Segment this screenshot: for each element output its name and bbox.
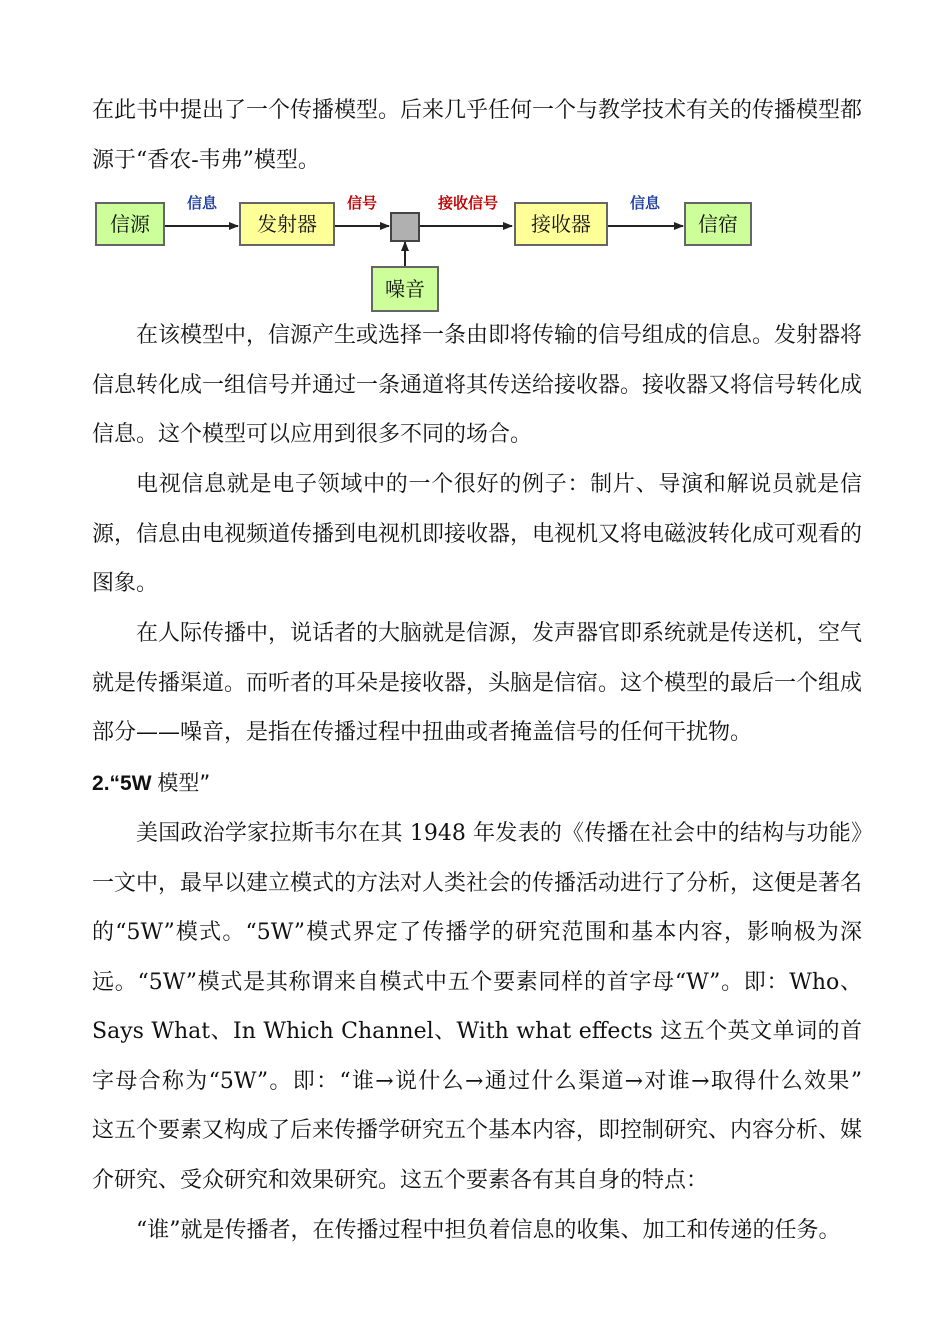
channel-box — [391, 213, 419, 241]
noise-label: 噪音 — [385, 277, 425, 301]
transmitter-label: 发射器 — [257, 212, 317, 236]
section-heading-5w — [92, 768, 210, 799]
shannon-weaver-diagram — [92, 188, 762, 318]
paragraph-tv-example: 电视信息就是电子领域中的一个很好的例子：制片、导演和解说员就是信源，信息由电视频道传播到电视机即接收器，电视机又将电磁波转化成可观看的图象。 — [92, 472, 863, 596]
label-info-2: 信息 — [629, 194, 661, 212]
label-info-1: 信息 — [186, 194, 218, 212]
receiver-label: 接收器 — [531, 212, 591, 236]
label-signal: 信号 — [346, 194, 378, 212]
paragraph-model-description: 在该模型中，信源产生或选择一条由即将传输的信号组成的信息。发射器将信息转化成一组信号并通过一条通道将其传送给接收器。接收器又将信号转化成信息。这个模型可以应用到很多不同的场合。 — [92, 323, 863, 447]
source-label: 信源 — [110, 212, 150, 236]
heading-title: 模型 — [157, 771, 200, 795]
paragraph-interpersonal: 在人际传播中，说话者的大脑就是信源，发声器官即系统就是传送机，空气就是传播渠道。而听者的耳朵是接收器，头脑是信宿。这个模型的最后一个组成部分——噪音，是指在传播过程中扭曲或者掩盖信号的任何干扰物。 — [92, 621, 863, 745]
heading-open: .“5W — [103, 772, 152, 795]
paragraph-5w-model: 美国政治学家拉斯韦尔在其 1948 年发表的《传播在社会中的结构与功能》一文中，最早以建立模式的方法对人类社会的传播活动进行了分析，这便是著名的“5W”模式。“5W”模式界定了传播学的研究范围和基本内容，影响极为深远。“5W”模式是其称谓来自模式中五个要素同样的首字母“W”。即：Who、Says What、In Which Channel、With what effects 这五个英文单词的首字母合称为“5W”。即：“谁→说什么→通过什么渠道→对谁→取得什么效果” 这五个要素又构成了后来传播学研究五个基本内容，即控制研究、内容分析、媒介研究、受众研究和效果研究。这五个要素各有其自身的特点： — [92, 821, 885, 1193]
paragraph-who: “谁”就是传播者，在传播过程中担负着信息的收集、加工和传递的任务。 — [136, 1218, 841, 1243]
heading-number: 2 — [92, 772, 104, 795]
heading-close: ” — [199, 771, 211, 795]
paragraph-intro: 在此书中提出了一个传播模型。后来几乎任何一个与教学技术有关的传播模型都源于“香农-韦弗”模型。 — [92, 98, 863, 173]
label-received-signal: 接收信号 — [437, 194, 499, 212]
destination-label: 信宿 — [698, 212, 738, 236]
